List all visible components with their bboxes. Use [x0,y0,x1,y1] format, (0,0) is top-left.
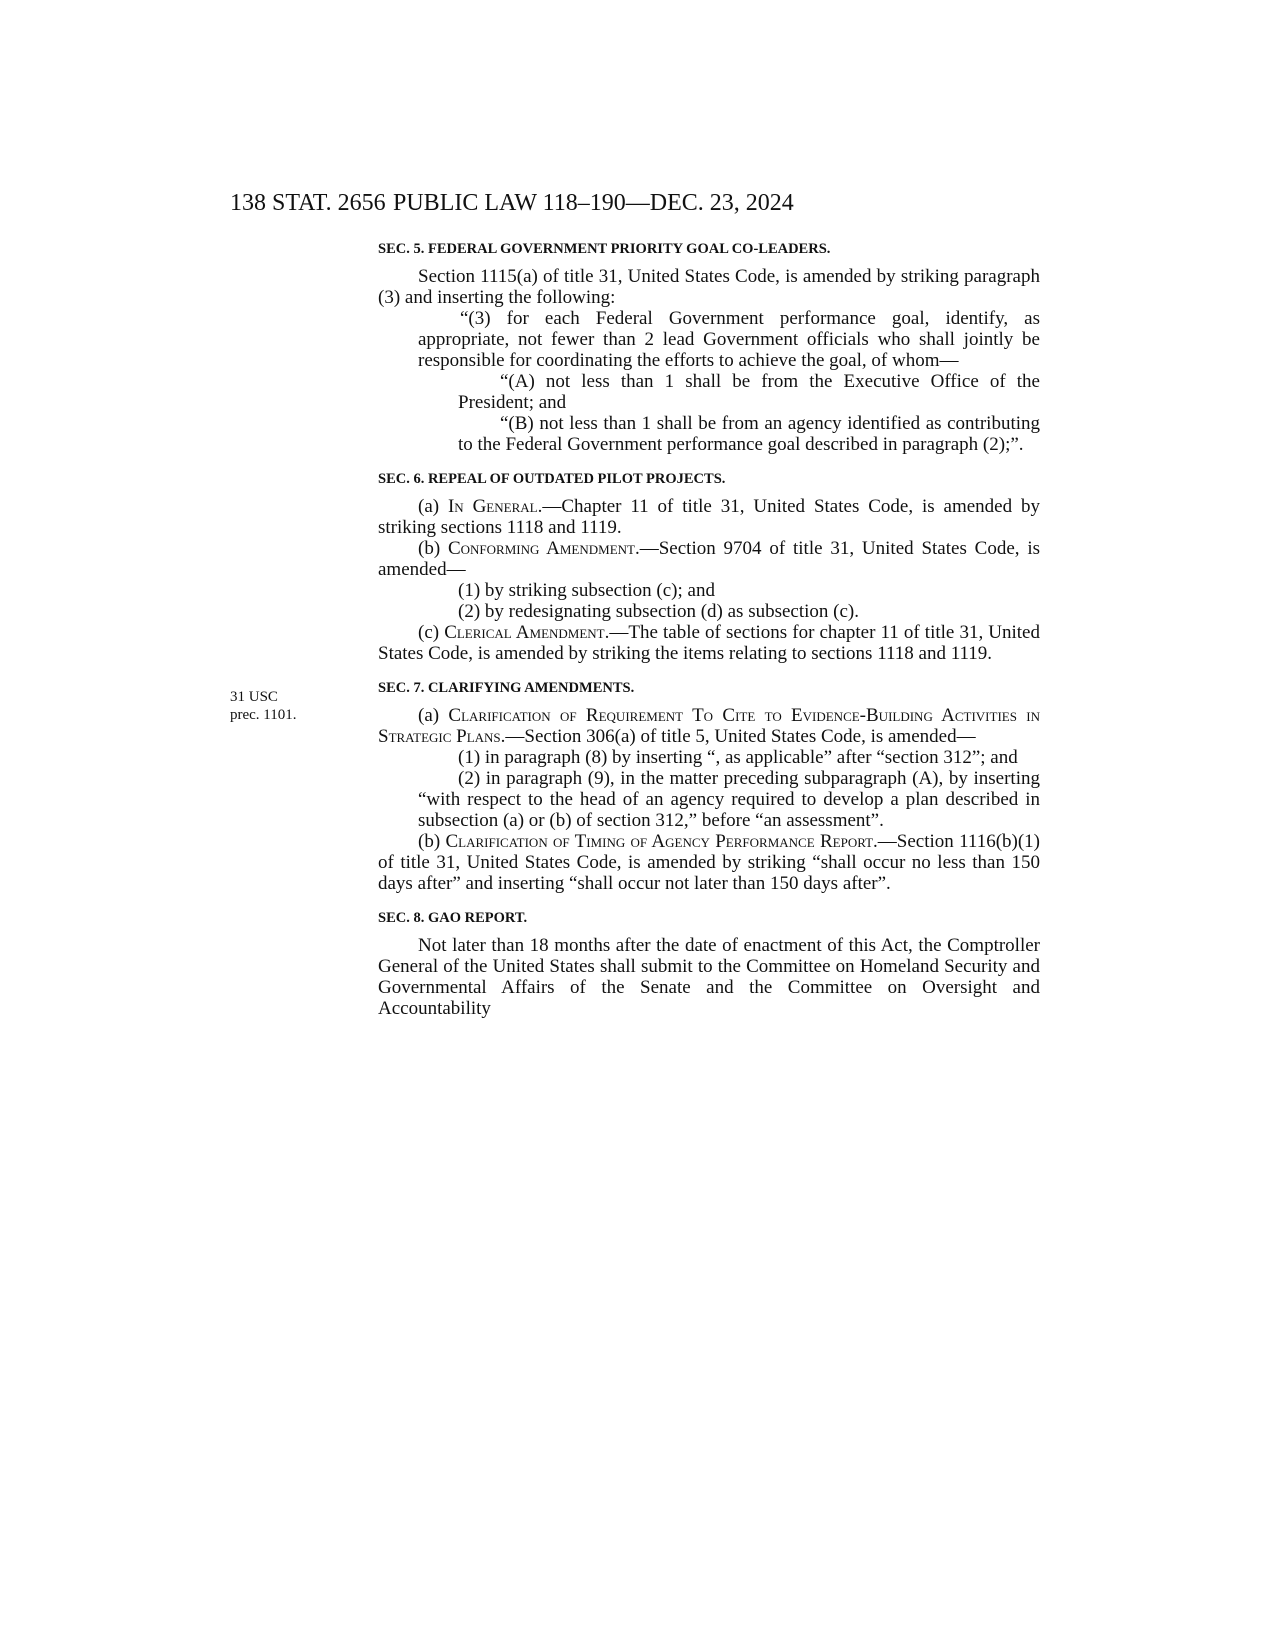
section-7-a-item-2: (2) in paragraph (9), in the matter preceding subparagraph (A), by inserting “with respect to the head of an agency required to develop a plan described in subsection (a) or (b) of section 312,” before “an assessment”. [418,768,1040,831]
section-6-b-title: Conforming Amendment. [447,538,640,559]
section-5-heading: SEC. 5. FEDERAL GOVERNMENT PRIORITY GOAL CO-LEADERS. [378,241,831,257]
section-6-heading: SEC. 6. REPEAL OF OUTDATED PILOT PROJECTS. [378,471,726,487]
page-header [230,188,1040,218]
margin-note-line-1: 31 USC [230,689,278,705]
section-5-intro: Section 1115(a) of title 31, United States Code, is amended by striking paragraph (3) and inserting the following: [378,266,1040,308]
statute-citation: 138 STAT. 2656 [230,190,386,216]
section-7-heading: SEC. 7. CLARIFYING AMENDMENTS. [378,680,635,696]
section-5-subparagraph-b: “(B) not less than 1 shall be from an agency identified as contributing to the Federal Government performance goal described in paragraph (2);”. [458,413,1040,455]
section-5-paragraph-3: “(3) for each Federal Government performance goal, identify, as appropriate, not fewer than 2 lead Government officials who shall jointly be responsible for coordinating the efforts to achieve the goal, of whom— [418,308,1040,371]
section-5 [378,239,1040,455]
section-6-c-title: Clerical Amendment. [444,622,610,643]
section-6-subsection-a: (a) In General.—Chapter 11 of title 31, United States Code, is amended by striking sections 1118 and 1119. [378,496,1040,538]
section-7-b-title: Clarification of Timing of Agency Performance Report. [445,831,878,852]
section-7 [378,678,1040,894]
section-6-subsection-c: (c) Clerical Amendment.—The table of sections for chapter 11 of title 31, United States Code, is amended by striking the items relating to sections 1118 and 1119. [378,622,1040,664]
section-6-b-item-2: (2) by redesignating subsection (d) as subsection (c). [458,601,860,622]
section-6 [378,469,1040,664]
section-7-subsection-a: (a) Clarification of Requirement To Cite to Evidence-Building Activities in Strategic Plans.—Section 306(a) of title 5, United States Code, is amended— [378,705,1040,747]
section-7-a-item-1: (1) in paragraph (8) by inserting “, as applicable” after “section 312”; and [458,747,1018,768]
section-8-heading: SEC. 8. GAO REPORT. [378,910,528,926]
section-5-subparagraph-a: “(A) not less than 1 shall be from the Executive Office of the President; and [458,371,1040,413]
section-7-a-title: Clarification of Requirement To Cite to Evidence-Building Activities in Strategic Plans. [378,705,1040,747]
section-8-text: Not later than 18 months after the date of enactment of this Act, the Comptroller General of the United States shall submit to the Committee on Homeland Security and Governmental Affairs of the Senate and the Committee on Oversight and Accountability [378,935,1040,1019]
section-6-subsection-b: (b) Conforming Amendment.—Section 9704 of title 31, United States Code, is amended— [378,538,1041,580]
margin-note [230,688,297,724]
section-6-b-item-1: (1) by striking subsection (c); and [458,580,715,601]
margin-note-line-2: prec. 1101. [230,707,297,723]
section-8 [378,908,1040,1019]
section-6-a-title: In General. [447,496,543,517]
section-7-subsection-b: (b) Clarification of Timing of Agency Performance Report.—Section 1116(b)(1) of title 31, United States Code, is amended by striking “shall occur no less than 150 days after” and inserting “shall occur not later than 150 days after”. [378,831,1041,894]
running-title: PUBLIC LAW 118–190—DEC. 23, 2024 [393,190,794,216]
section-5-quoted-text [378,308,1040,455]
body-text [378,239,1040,1019]
